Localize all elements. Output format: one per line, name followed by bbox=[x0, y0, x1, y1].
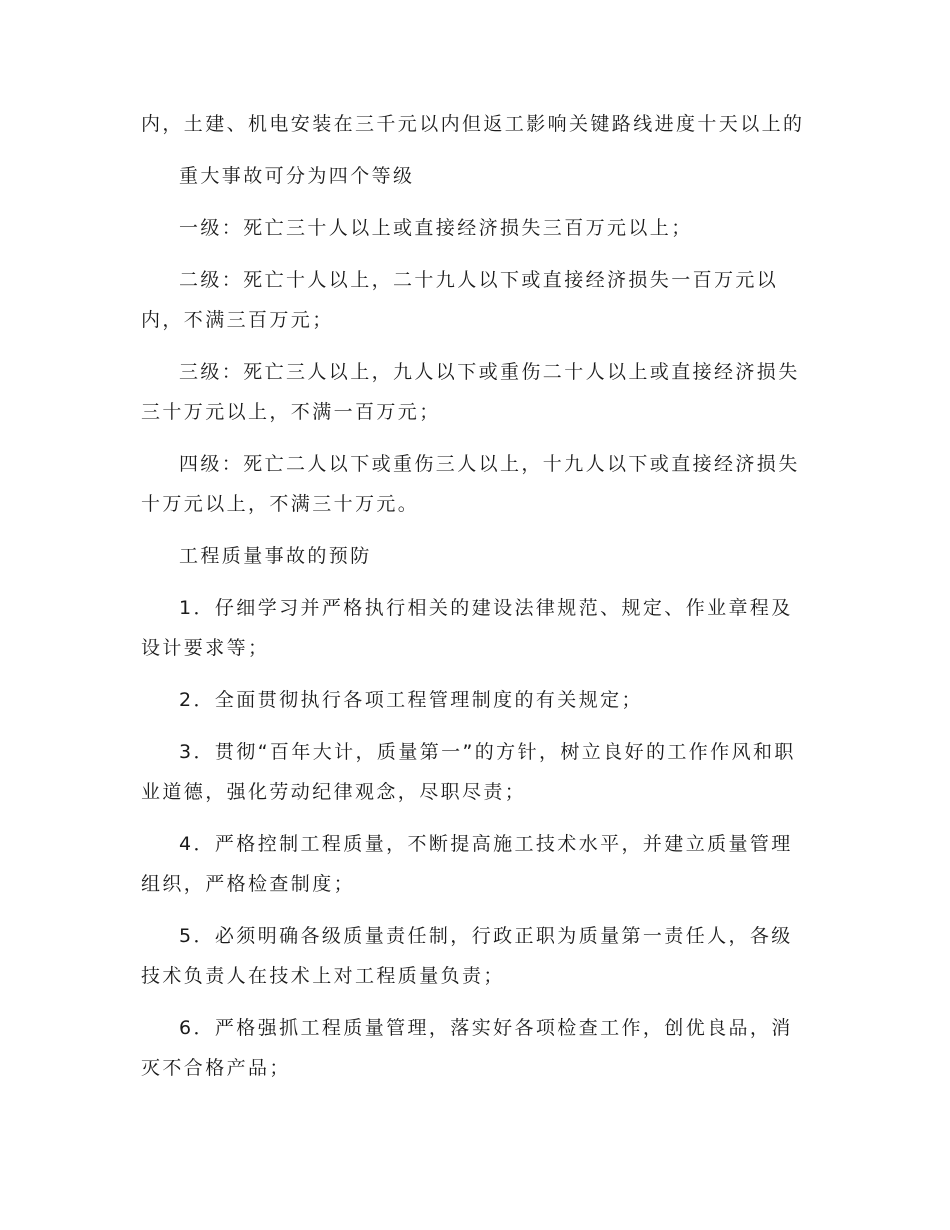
list-item-prevention-5: 5．必须明确各级质量责任制，行政正职为质量第一责任人，各级技术负责人在技术上对工程质量负责； bbox=[141, 925, 793, 987]
list-item-prevention-1: 1．仔细学习并严格执行相关的建设法律规范、规定、作业章程及设计要求等； bbox=[141, 597, 793, 659]
document-body bbox=[141, 104, 809, 1100]
paragraph-level-1: 一级：死亡三十人以上或直接经济损失三百万元以上； bbox=[179, 217, 693, 239]
paragraph-level-2: 二级：死亡十人以上，二十九人以下或直接经济损失一百万元以内，不满三百万元； bbox=[141, 269, 779, 331]
paragraph-continuation: 内，土建、机电安装在三千元以内但返工影响关键路线进度十天以上的 bbox=[141, 113, 805, 135]
paragraph-heading-accident-levels: 重大事故可分为四个等级 bbox=[179, 165, 415, 187]
paragraph-level-3: 三级：死亡三人以上，九人以下或重伤二十人以上或直接经济损失三十万元以上，不满一百万元； bbox=[141, 361, 800, 423]
list-item-prevention-6: 6．严格强抓工程质量管理，落实好各项检查工作，创优良品，消灭不合格产品； bbox=[141, 1017, 793, 1079]
paragraph-heading-prevention: 工程质量事故的预防 bbox=[179, 545, 372, 567]
list-item-prevention-3: 3．贯彻“百年大计，质量第一”的方针，树立良好的工作作风和职业道德，强化劳动纪律观念，尽职尽责； bbox=[141, 741, 796, 803]
list-item-prevention-2: 2．全面贯彻执行各项工程管理制度的有关规定； bbox=[179, 689, 643, 711]
paragraph-level-4: 四级：死亡二人以下或重伤三人以上，十九人以下或直接经济损失十万元以上，不满三十万元。 bbox=[141, 453, 800, 515]
list-item-prevention-4: 4．严格控制工程质量，不断提高施工技术水平，并建立质量管理组织，严格检查制度； bbox=[141, 833, 793, 895]
